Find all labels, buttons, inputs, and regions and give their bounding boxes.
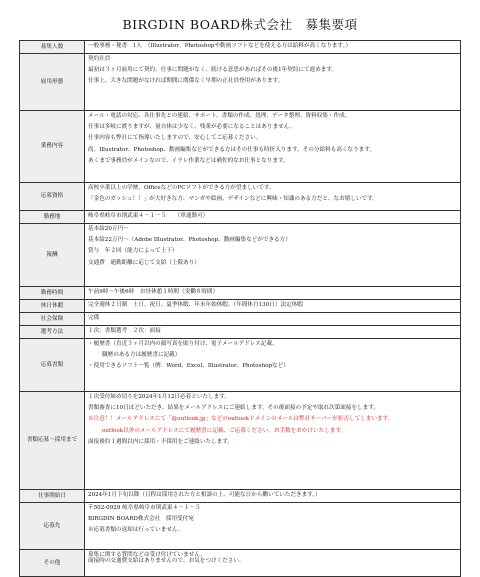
row-application-flow xyxy=(20,392,461,490)
value-text: 交通費 通勤距離に応じて支給（上限あり） xyxy=(88,259,200,266)
value-text: １次：書類選考 ２次：面接 xyxy=(88,327,161,334)
recruitment-table-body xyxy=(20,41,461,577)
row-label-apply-to xyxy=(20,503,85,550)
row-label-start-date xyxy=(20,490,85,503)
value-text: 面接時の交通費支給はありませんので、お気をつけください。 xyxy=(88,558,245,565)
value-text: 仕事は多岐に渡りますが、量自体は少なく、残業が必要になることはありません。 xyxy=(88,123,296,130)
row-positions xyxy=(20,41,461,54)
warning-text: ※注意！！メールアドレスにて「@outlook.jp」などのoutlookドメインのメールは弊社サーバーが拒否してしまいます。 xyxy=(88,416,394,423)
value-text: 仕事内容も弊社にて指導いたしますので、安心してご応募ください。 xyxy=(88,135,262,142)
row-label-employment-type xyxy=(20,54,85,111)
row-label-workplace xyxy=(20,211,85,224)
row-job-description xyxy=(20,111,461,183)
value-text: 契約社員 xyxy=(88,55,111,62)
row-value-other xyxy=(85,550,461,577)
row-label-text: 選考方法 xyxy=(40,328,64,335)
value-text: 職歴のある方は履歴書に記載） xyxy=(102,351,181,358)
value-text: 岐阜県岐阜市則武東４－１－５ （車通勤可） xyxy=(88,212,209,219)
row-label-job-description xyxy=(20,111,85,183)
value-text: 尚、Illustrator、Photoshop、動画編集などができる方はその仕事も時折入ります。その分給料も高くなります。 xyxy=(88,146,376,153)
row-label-text: 仕事開始日 xyxy=(38,492,66,499)
row-value-insurance xyxy=(85,313,461,326)
value-text: 仕事上、大きな問題がなければ期間に関係なく早期の正社員登用があります。 xyxy=(88,78,284,85)
value-text: 書類審査に10日ほどいただき、結果をメールアドレスにご連絡します。その後面接の予定や取れ次第面接をします。 xyxy=(88,404,380,411)
row-label-text: 報酬 xyxy=(46,251,58,258)
row-hours xyxy=(20,287,461,300)
row-other xyxy=(20,550,461,577)
row-documents xyxy=(20,339,461,392)
value-text: あくまで事務員がメインなので、イラレ作業などは補佐的なお仕事となります。 xyxy=(88,158,289,165)
row-value-apply-to xyxy=(85,503,461,550)
value-text: 賞与 年２回（能力によって上下） xyxy=(88,248,178,255)
value-text: 基本給20万円～ xyxy=(88,225,129,232)
row-label-text: 勤務地 xyxy=(43,213,61,220)
row-label-holidays xyxy=(20,300,85,313)
row-label-text: 雇用形態 xyxy=(40,78,64,85)
value-text: 基本給22万円～（Adobe Illustrator、Photoshop、動画編集などができる方） xyxy=(88,236,291,243)
row-value-documents xyxy=(85,339,461,392)
row-value-start-date xyxy=(85,490,461,503)
row-label-text: 業務内容 xyxy=(40,143,64,149)
row-label-text: 休日休暇 xyxy=(40,302,64,309)
value-text: 〒502-0929 岐阜県岐阜市則武東４－１－５ xyxy=(88,504,201,511)
row-value-holidays xyxy=(85,300,461,313)
row-apply-to xyxy=(20,503,461,550)
value-text: 一般事務・秘書 1人 （Illustrator、Photoshopや動画ソフトなどを使える方は給料が高くなります。） xyxy=(88,42,352,49)
page-title: BIRGDIN BOARD株式会社 募集要項 xyxy=(122,17,358,32)
value-text: １次受付締め切りを2024年1月12日必着といたします。 xyxy=(88,393,230,400)
row-label-text: 応募先 xyxy=(43,522,61,529)
row-employment-type xyxy=(20,54,461,111)
value-text: BIRGDIN BOARD株式会社 採用受付宛 xyxy=(88,515,194,522)
recruitment-table xyxy=(19,40,461,577)
value-text: 最初は３ヶ月雇用にて契約、仕事に問題がなく、続ける意思があればその後1年契約にて進めます。 xyxy=(88,66,338,73)
value-text: ※応募書類の返却は行っていません。 xyxy=(88,527,184,534)
row-value-salary xyxy=(85,224,461,287)
row-label-text: 応募資格 xyxy=(40,193,64,199)
row-insurance xyxy=(20,313,461,326)
row-value-requirements xyxy=(85,183,461,211)
row-label-requirements xyxy=(20,183,85,211)
row-salary xyxy=(20,224,461,287)
value-text: 完備 xyxy=(88,314,100,321)
value-text: ・履歴書（直近３ヶ月以内の顔写真を貼り付け、電子メールアドレス記載、 xyxy=(88,340,278,347)
row-label-text: 募集人数 xyxy=(40,43,64,50)
row-label-other xyxy=(20,550,85,577)
row-label-application-flow xyxy=(20,392,85,490)
value-text: 「金色のガッシュ！！」が大好きな方、マンガや絵画、デザインなどに興味・知識のある方だと、なお嬉しいです。 xyxy=(88,195,378,202)
row-requirements xyxy=(20,183,461,211)
row-value-workplace xyxy=(85,211,461,224)
row-value-job-description xyxy=(85,111,461,183)
row-label-text: 社会保険 xyxy=(40,315,64,322)
row-selection xyxy=(20,326,461,339)
row-label-insurance xyxy=(20,313,85,326)
row-value-selection xyxy=(85,326,461,339)
row-label-positions xyxy=(20,41,85,54)
row-value-positions xyxy=(85,41,461,54)
row-label-text: 応募書類 xyxy=(40,361,64,368)
value-text: 高校卒業以上の学歴、OfficeなどのPCソフトができる方が望ましいです。 xyxy=(88,184,275,191)
row-workplace xyxy=(20,211,461,224)
row-value-application-flow xyxy=(85,392,461,490)
value-text: 募集に関する質問などは受け付けていません。 xyxy=(88,551,206,558)
value-text: 午前9時～午後6時 お昼休憩１時間（実働８時間） xyxy=(88,288,219,295)
row-label-hours xyxy=(20,287,85,300)
row-value-hours xyxy=(85,287,461,300)
row-holidays xyxy=(20,300,461,313)
row-label-selection xyxy=(20,326,85,339)
row-label-salary xyxy=(20,224,85,287)
row-label-documents xyxy=(20,339,85,392)
value-text: 2024年1月下旬以降（日程は採用された方と相談の上、可能な日から働いていただきます。） xyxy=(88,491,321,498)
row-label-text: 勤務時間 xyxy=(40,289,64,296)
value-text: ・使用できるソフト一覧（例：Word、Excel、Illustrator、Photoshopなど） xyxy=(88,363,289,370)
row-label-text: その他 xyxy=(43,559,61,566)
value-text: 面接後約１週間以内に採用・不採用をご連絡いたします。 xyxy=(88,439,233,446)
row-value-employment-type xyxy=(85,54,461,111)
row-start-date xyxy=(20,490,461,503)
row-label-text: 書類応募～採用まで xyxy=(26,437,78,443)
warning-text: outlook以外のメールアドレスにて履歴書に記載、ご応募ください。お手数をおかけいたします。 xyxy=(102,427,347,434)
value-text: 完全週休２日制 土日、祝日、夏季休暇、年末年始休暇、（年間休日130日）法定休暇 xyxy=(88,301,303,308)
value-text: メール・電話の対応、各仕事先との連絡、サポート、書類の作成、処理、データ整理、資料収集・作成、 xyxy=(88,112,351,119)
